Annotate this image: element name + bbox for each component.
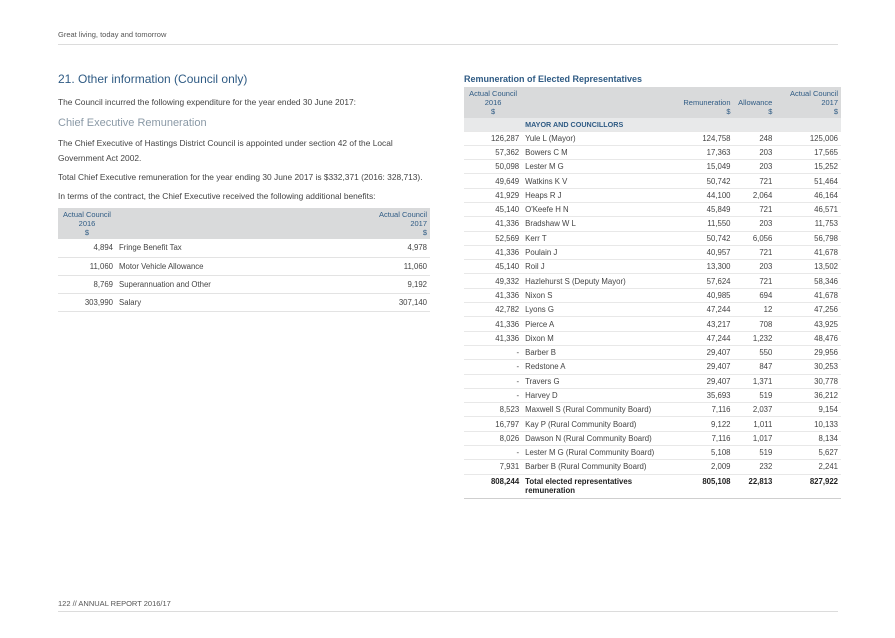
cell-remuneration: 2,009 xyxy=(657,460,733,474)
col-header-allowance xyxy=(734,87,776,118)
cell-allowance: 519 xyxy=(734,388,776,402)
cell-allowance: 721 xyxy=(734,202,776,216)
cell-remuneration: 45,849 xyxy=(657,202,733,216)
cell-item: Motor Vehicle Allowance xyxy=(116,257,318,275)
cell-2016: 41,336 xyxy=(464,217,522,231)
cell-name: Kerr T xyxy=(522,231,657,245)
cell-remuneration: 47,244 xyxy=(657,331,733,345)
cell-2016: 7,931 xyxy=(464,460,522,474)
intro-text: The Council incurred the following expenditure for the year ended 30 June 2017: xyxy=(58,97,356,107)
cell-2017: 46,164 xyxy=(775,188,841,202)
cell-remuneration: 7,116 xyxy=(657,431,733,445)
group-label: MAYOR AND COUNCILLORS xyxy=(522,118,841,131)
cell-allowance: 2,064 xyxy=(734,188,776,202)
table-row xyxy=(464,374,841,388)
col-header-2016-currency: $ xyxy=(84,228,90,237)
cell-2017: 48,476 xyxy=(775,331,841,345)
cell-2017: 11,060 xyxy=(318,257,430,275)
cell-2017: 17,565 xyxy=(775,145,841,159)
group-spacer xyxy=(464,118,522,131)
cell-name: Roil J xyxy=(522,260,657,274)
cell-2017: 29,956 xyxy=(775,345,841,359)
cell-name: Watkins K V xyxy=(522,174,657,188)
cell-name: Lester M G (Rural Community Board) xyxy=(522,446,657,460)
cell-2016: 57,362 xyxy=(464,145,522,159)
cell-name: Pierce A xyxy=(522,317,657,331)
cell-remuneration: 15,049 xyxy=(657,160,733,174)
table-row xyxy=(464,131,841,145)
cell-2017: 2,241 xyxy=(775,460,841,474)
cell-remuneration: 11,550 xyxy=(657,217,733,231)
col-header-2016 xyxy=(464,87,522,118)
cell-2017: 56,798 xyxy=(775,231,841,245)
cell-2016: 41,336 xyxy=(464,331,522,345)
cell-remuneration: 35,693 xyxy=(657,388,733,402)
cell-allowance: 203 xyxy=(734,145,776,159)
col-header-item xyxy=(116,208,318,239)
table-row xyxy=(464,245,841,259)
cell-2017: 5,627 xyxy=(775,446,841,460)
cell-2017: 9,192 xyxy=(318,275,430,293)
table-row xyxy=(58,293,430,311)
cell-remuneration: 29,407 xyxy=(657,360,733,374)
table-row xyxy=(464,303,841,317)
remuneration-table-title: Remuneration of Elected Representatives xyxy=(464,74,643,84)
col-header-2016 xyxy=(58,208,116,239)
cell-2016: 16,797 xyxy=(464,417,522,431)
cell-remuneration: 5,108 xyxy=(657,446,733,460)
ce-benefits-table xyxy=(58,208,430,312)
remuneration-table-body xyxy=(464,118,841,498)
cell-remuneration: 47,244 xyxy=(657,303,733,317)
cell-remuneration: 44,100 xyxy=(657,188,733,202)
cell-name: Lyons G xyxy=(522,303,657,317)
col-header-2016-currency: $ xyxy=(490,107,496,116)
cell-2017: 46,571 xyxy=(775,202,841,216)
col-header-2016-year: 2016 xyxy=(484,98,502,107)
col-header-2017-currency: $ xyxy=(833,107,838,116)
cell-allowance: 12 xyxy=(734,303,776,317)
cell-2016: - xyxy=(464,374,522,388)
table-row xyxy=(464,217,841,231)
cell-2017: 30,253 xyxy=(775,360,841,374)
cell-2017: 41,678 xyxy=(775,288,841,302)
cell-allowance: 721 xyxy=(734,274,776,288)
col-header-remuneration-label: Remuneration xyxy=(683,98,731,107)
benefits-header-row xyxy=(58,208,430,239)
table-row xyxy=(464,288,841,302)
footer-divider xyxy=(58,611,838,612)
cell-allowance: 203 xyxy=(734,217,776,231)
cell-allowance: 1,371 xyxy=(734,374,776,388)
cell-2016: 41,336 xyxy=(464,317,522,331)
cell-2016: - xyxy=(464,345,522,359)
cell-2017: 43,925 xyxy=(775,317,841,331)
cell-name: Yule L (Mayor) xyxy=(522,131,657,145)
table-row xyxy=(58,239,430,257)
cell-2016: 41,336 xyxy=(464,288,522,302)
cell-2016: 49,649 xyxy=(464,174,522,188)
table-row xyxy=(58,257,430,275)
col-header-2017 xyxy=(775,87,841,118)
cell-name: Harvey D xyxy=(522,388,657,402)
cell-2016: 8,026 xyxy=(464,431,522,445)
cell-allowance: 232 xyxy=(734,460,776,474)
table-row xyxy=(464,388,841,402)
col-header-2017-year: 2017 xyxy=(410,219,427,228)
cell-2016: 52,569 xyxy=(464,231,522,245)
cell-2017: 827,922 xyxy=(775,474,841,498)
cell-allowance: 1,232 xyxy=(734,331,776,345)
cell-2017: 11,753 xyxy=(775,217,841,231)
cell-2016: 4,894 xyxy=(58,239,116,257)
cell-remuneration: 50,742 xyxy=(657,231,733,245)
cell-remuneration: 43,217 xyxy=(657,317,733,331)
cell-2017: 9,154 xyxy=(775,403,841,417)
cell-2017: 307,140 xyxy=(318,293,430,311)
cell-allowance: 203 xyxy=(734,260,776,274)
table-row xyxy=(464,202,841,216)
cell-2016: - xyxy=(464,446,522,460)
cell-remuneration: 50,742 xyxy=(657,174,733,188)
cell-2016: 11,060 xyxy=(58,257,116,275)
cell-remuneration: 29,407 xyxy=(657,374,733,388)
cell-name: Dixon M xyxy=(522,331,657,345)
cell-remuneration: 9,122 xyxy=(657,417,733,431)
cell-item: Salary xyxy=(116,293,318,311)
cell-2017: 10,133 xyxy=(775,417,841,431)
cell-2016: 126,287 xyxy=(464,131,522,145)
cell-2016: - xyxy=(464,360,522,374)
col-header-name xyxy=(522,87,657,118)
table-row xyxy=(464,345,841,359)
col-header-allowance-currency: $ xyxy=(768,107,773,116)
cell-2017: 125,006 xyxy=(775,131,841,145)
header-divider xyxy=(58,44,838,45)
cell-remuneration: 805,108 xyxy=(657,474,733,498)
table-row xyxy=(464,188,841,202)
table-row xyxy=(464,260,841,274)
col-header-2017-label: Actual Council xyxy=(790,89,838,98)
cell-2016: 42,782 xyxy=(464,303,522,317)
cell-name: Lester M G xyxy=(522,160,657,174)
total-row xyxy=(464,474,841,498)
cell-2016: 8,769 xyxy=(58,275,116,293)
cell-allowance: 22,813 xyxy=(734,474,776,498)
cell-allowance: 694 xyxy=(734,288,776,302)
table-row xyxy=(464,174,841,188)
cell-2016: 41,336 xyxy=(464,245,522,259)
cell-2016: 808,244 xyxy=(464,474,522,498)
cell-name: Barber B xyxy=(522,345,657,359)
cell-allowance: 1,011 xyxy=(734,417,776,431)
table-row xyxy=(464,417,841,431)
cell-name: O'Keefe H N xyxy=(522,202,657,216)
cell-2017: 41,678 xyxy=(775,245,841,259)
col-header-2017-year: 2017 xyxy=(821,98,838,107)
table-row xyxy=(464,317,841,331)
cell-2016: 41,929 xyxy=(464,188,522,202)
cell-2016: 50,098 xyxy=(464,160,522,174)
table-row xyxy=(464,460,841,474)
cell-2017: 47,256 xyxy=(775,303,841,317)
cell-name: Hazlehurst S (Deputy Mayor) xyxy=(522,274,657,288)
table-row xyxy=(464,160,841,174)
cell-name: Maxwell S (Rural Community Board) xyxy=(522,403,657,417)
cell-2017: 4,978 xyxy=(318,239,430,257)
table-row xyxy=(464,231,841,245)
cell-name: Heaps R J xyxy=(522,188,657,202)
remuneration-header-row xyxy=(464,87,841,118)
cell-allowance: 550 xyxy=(734,345,776,359)
cell-remuneration: 13,300 xyxy=(657,260,733,274)
cell-name: Poulain J xyxy=(522,245,657,259)
cell-2016: 303,990 xyxy=(58,293,116,311)
cell-2017: 13,502 xyxy=(775,260,841,274)
cell-name: Nixon S xyxy=(522,288,657,302)
cell-remuneration: 57,624 xyxy=(657,274,733,288)
cell-2017: 36,212 xyxy=(775,388,841,402)
cell-allowance: 248 xyxy=(734,131,776,145)
col-header-remuneration-currency: $ xyxy=(726,107,731,116)
cell-remuneration: 17,363 xyxy=(657,145,733,159)
cell-allowance: 6,056 xyxy=(734,231,776,245)
cell-item: Fringe Benefit Tax xyxy=(116,239,318,257)
cell-2017: 51,464 xyxy=(775,174,841,188)
other-information-section xyxy=(58,72,430,312)
table-row xyxy=(464,331,841,345)
col-header-2017-currency: $ xyxy=(422,228,427,237)
group-header-row xyxy=(464,118,841,131)
col-header-2017 xyxy=(318,208,430,239)
col-header-2017-label: Actual Council xyxy=(379,210,427,219)
cell-2016: 8,523 xyxy=(464,403,522,417)
cell-name: Bradshaw W L xyxy=(522,217,657,231)
cell-2016: 45,140 xyxy=(464,260,522,274)
elected-representatives-section xyxy=(464,74,841,499)
col-header-allowance-label: Allowance xyxy=(738,98,773,107)
table-row xyxy=(464,274,841,288)
cell-name: Redstone A xyxy=(522,360,657,374)
ce-total-remuneration-text: Total Chief Executive remuneration for the year ending 30 June 2017 is $332,371 (2016: 328,713). xyxy=(58,172,423,182)
col-header-2016-label: Actual Council xyxy=(63,210,111,219)
cell-allowance: 721 xyxy=(734,245,776,259)
col-header-remuneration xyxy=(657,87,733,118)
ce-benefits-intro: In terms of the contract, the Chief Executive received the following additional benefits: xyxy=(58,191,376,201)
cell-allowance: 519 xyxy=(734,446,776,460)
cell-allowance: 708 xyxy=(734,317,776,331)
cell-2017: 58,346 xyxy=(775,274,841,288)
section-title: 21. Other information (Council only) xyxy=(58,72,248,86)
cell-2017: 30,778 xyxy=(775,374,841,388)
cell-name: Travers G xyxy=(522,374,657,388)
cell-allowance: 847 xyxy=(734,360,776,374)
table-row xyxy=(464,145,841,159)
table-row xyxy=(464,403,841,417)
table-row xyxy=(464,431,841,445)
cell-name: Kay P (Rural Community Board) xyxy=(522,417,657,431)
ce-appointment-text: The Chief Executive of Hastings District Council is appointed under section 42 of the Local Government Act 2002. xyxy=(58,138,393,163)
cell-remuneration: 29,407 xyxy=(657,345,733,359)
table-row xyxy=(58,275,430,293)
col-header-2016-label: Actual Council xyxy=(469,89,518,98)
page-header-tagline: Great living, today and tomorrow xyxy=(58,30,167,39)
cell-allowance: 203 xyxy=(734,160,776,174)
elected-remuneration-table xyxy=(464,87,841,499)
cell-allowance: 721 xyxy=(734,174,776,188)
cell-2016: - xyxy=(464,388,522,402)
page-footer: 122 // ANNUAL REPORT 2016/17 xyxy=(58,599,171,608)
cell-2016: 45,140 xyxy=(464,202,522,216)
cell-item: Superannuation and Other xyxy=(116,275,318,293)
cell-name: Barber B (Rural Community Board) xyxy=(522,460,657,474)
cell-2017: 15,252 xyxy=(775,160,841,174)
cell-allowance: 2,037 xyxy=(734,403,776,417)
cell-name: Total elected representatives remuneration xyxy=(522,474,657,498)
cell-name: Bowers C M xyxy=(522,145,657,159)
cell-2016: 49,332 xyxy=(464,274,522,288)
cell-allowance: 1,017 xyxy=(734,431,776,445)
cell-remuneration: 40,957 xyxy=(657,245,733,259)
col-header-2016-year: 2016 xyxy=(78,219,96,228)
cell-name: Dawson N (Rural Community Board) xyxy=(522,431,657,445)
cell-remuneration: 124,758 xyxy=(657,131,733,145)
cell-remuneration: 7,116 xyxy=(657,403,733,417)
table-row xyxy=(464,446,841,460)
table-row xyxy=(464,360,841,374)
ce-remuneration-subtitle: Chief Executive Remuneration xyxy=(58,117,207,129)
cell-remuneration: 40,985 xyxy=(657,288,733,302)
cell-2017: 8,134 xyxy=(775,431,841,445)
